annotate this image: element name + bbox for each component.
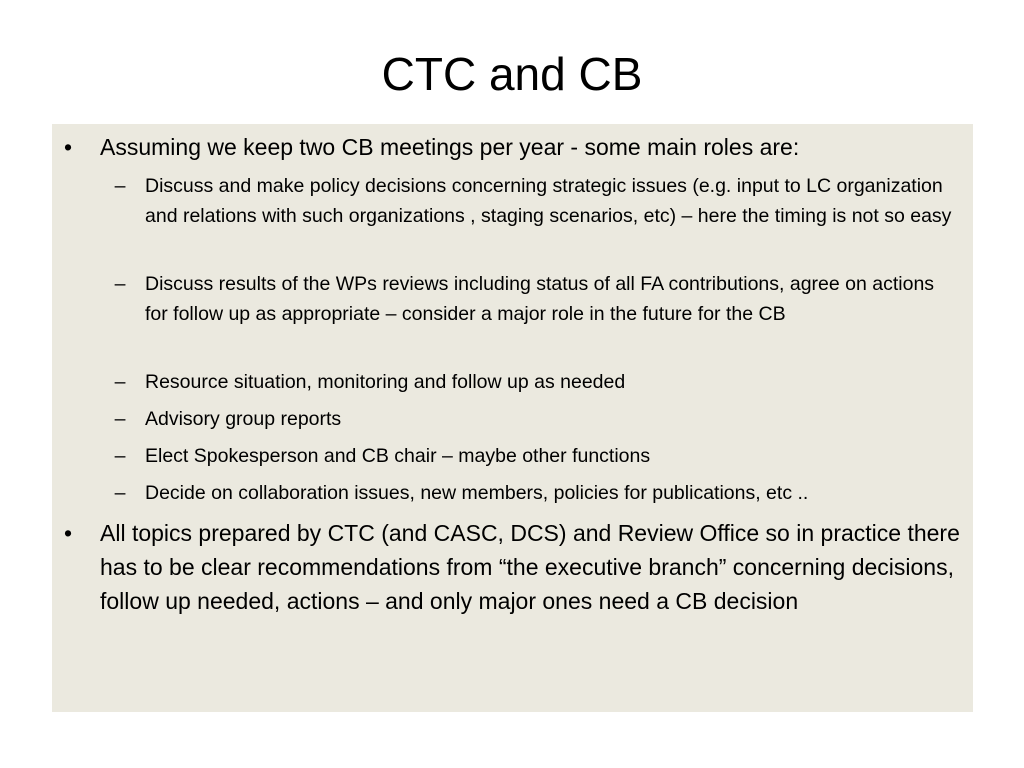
sub-bullet-text: Elect Spokesperson and CB chair – maybe other functions xyxy=(145,445,651,467)
sub-bullet-marker: – xyxy=(114,445,126,467)
bullet-text: Assuming we keep two CB meetings per year - some main roles are: xyxy=(100,134,800,160)
sub-bullet-text: Discuss results of the WPs reviews including status of all FA contributions, agree on actions for follow up as appropriate – consider a major role in the future for the CB xyxy=(145,273,935,325)
sub-bullet-text: Resource situation, monitoring and follow up as needed xyxy=(145,371,626,393)
sub-bullet-marker: – xyxy=(114,371,126,393)
bullet-item-2 xyxy=(63,516,960,618)
sub-bullet-marker: – xyxy=(114,408,126,430)
sub-bullet-text: Advisory group reports xyxy=(145,408,342,430)
sub-bullet-item-3 xyxy=(114,367,960,397)
sub-bullet-marker: – xyxy=(114,482,126,504)
sub-bullet-item-1 xyxy=(114,171,960,231)
sub-bullet-text: Discuss and make policy decisions concerning strategic issues (e.g. input to LC organization and relations with such organizations , staging scenarios, etc) – here the timing is not so easy xyxy=(145,175,952,227)
sub-bullet-item-2 xyxy=(114,269,960,329)
bullet-text: All topics prepared by CTC (and CASC, DCS) and Review Office so in practice there has to be clear recommendations from “the executive branch” concerning decisions, follow up needed, actions – and only major ones need a CB decision xyxy=(100,520,960,614)
content-box xyxy=(52,124,973,712)
bullet-marker: • xyxy=(63,134,73,160)
sub-bullet-item-6 xyxy=(114,478,960,508)
sub-bullet-marker: – xyxy=(114,273,126,295)
sub-bullet-item-4 xyxy=(114,404,960,434)
bullet-marker: • xyxy=(63,520,73,546)
sub-bullet-marker: – xyxy=(114,175,126,197)
sub-bullet-item-5 xyxy=(114,441,960,471)
bullet-item-1 xyxy=(63,130,960,164)
slide-title: CTC and CB xyxy=(381,48,643,100)
sub-bullet-text: Decide on collaboration issues, new members, policies for publications, etc .. xyxy=(145,482,809,504)
